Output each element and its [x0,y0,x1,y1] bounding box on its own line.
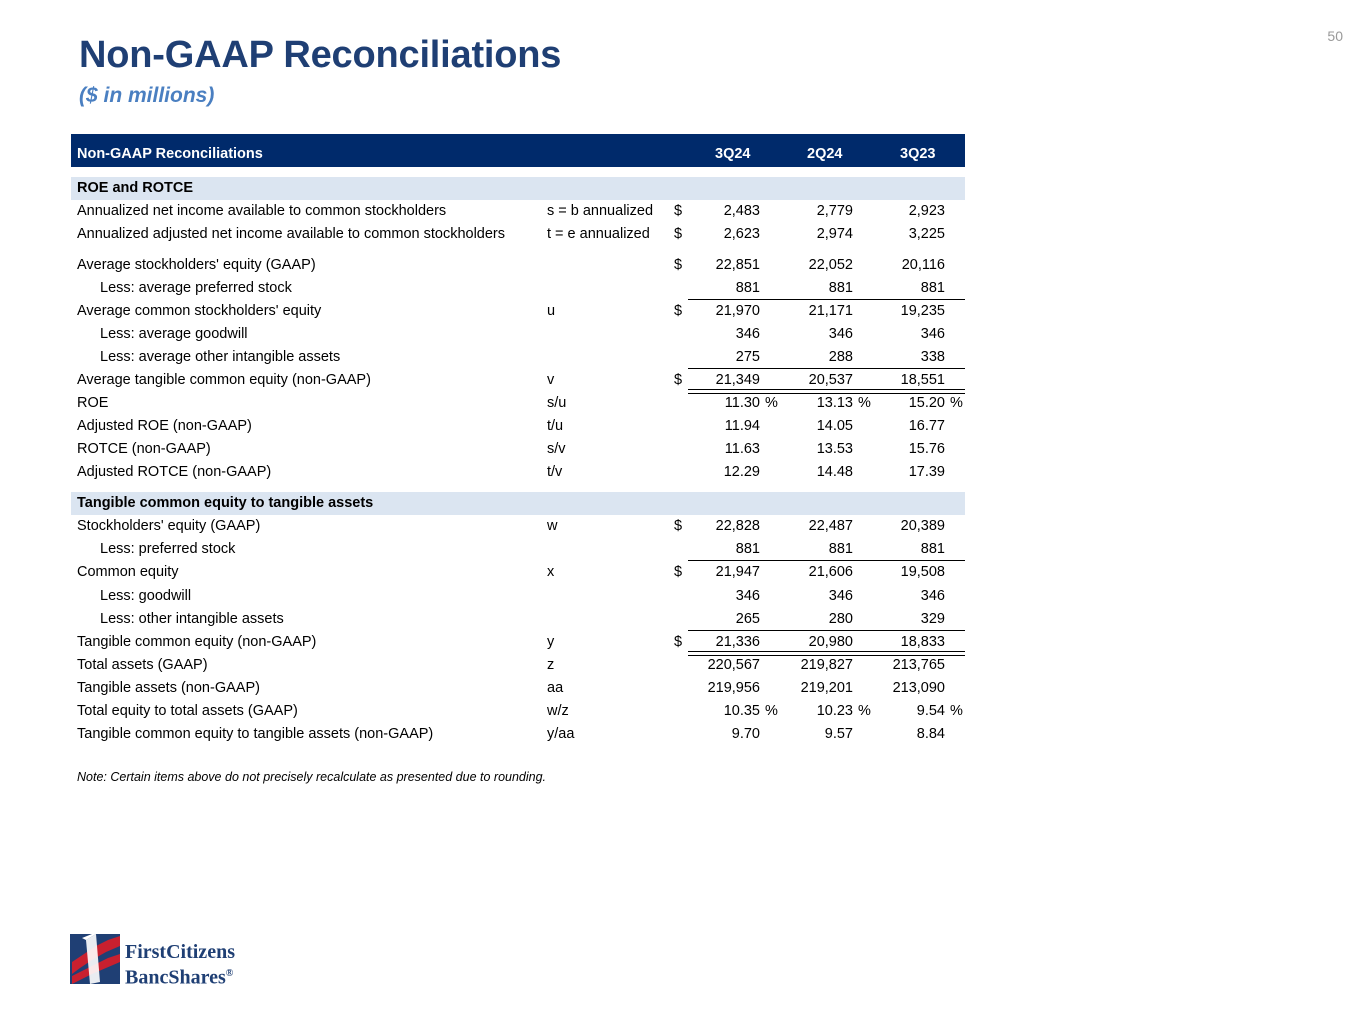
row-label: Average stockholders' equity (GAAP) [77,257,316,273]
value-3q24: 21,947 [715,564,760,580]
table-row [71,200,965,223]
value-3q23: 213,765 [892,657,945,673]
value-3q24: 11.94 [724,418,760,434]
row-label: ROTCE (non-GAAP) [77,441,211,457]
row-formula: y/aa [547,726,575,742]
value-3q23: 17.39 [908,464,945,480]
value-3q23: 15.20 [908,395,945,411]
value-3q24: 346 [735,588,760,604]
table-header [71,134,965,167]
row-formula: t = e annualized [547,226,650,242]
company-logo [70,932,235,991]
value-3q24: 265 [735,611,760,627]
table-row [71,369,965,392]
header-2q24: 2Q24 [807,146,843,162]
value-2q24: 881 [828,541,853,557]
value-3q23: 19,508 [900,564,945,580]
table-row [71,346,965,369]
dollar-sign: $ [674,203,683,219]
percent-sign: % [858,703,871,719]
value-3q23: 213,090 [892,680,945,696]
value-3q23: 18,551 [900,372,945,388]
row-label: Less: average other intangible assets [100,349,341,365]
value-2q24: 22,052 [808,257,853,273]
table-row [71,323,965,346]
row-label: Tangible common equity to tangible assets (non-GAAP) [77,726,434,742]
row-label: Less: preferred stock [100,541,236,557]
row-label: Common equity [77,564,179,580]
value-2q24: 2,974 [816,226,853,242]
value-3q23: 346 [920,588,945,604]
row-formula: z [547,657,555,673]
value-3q23: 20,389 [900,518,945,534]
table-row [71,584,965,608]
row-label: Total assets (GAAP) [77,657,208,673]
section-label: Tangible common equity to tangible assets [77,495,374,511]
value-3q24: 346 [735,326,760,342]
value-3q23: 3,225 [908,226,945,242]
value-3q23: 881 [920,280,945,296]
row-label: Tangible assets (non-GAAP) [77,680,260,696]
value-2q24: 21,171 [808,303,853,319]
value-3q23: 15.76 [908,441,945,457]
value-2q24: 20,980 [808,634,853,650]
value-3q24: 22,828 [715,518,760,534]
section-tangible-equity [71,492,965,515]
row-formula: t/v [547,464,563,480]
row-label: ROE [77,395,109,411]
value-3q23: 346 [920,326,945,342]
value-2q24: 881 [828,280,853,296]
percent-sign: % [950,395,963,411]
dollar-sign: $ [674,303,683,319]
section-roe-rotce [71,177,965,200]
registered-mark: ® [225,968,234,979]
value-2q24: 2,779 [816,203,853,219]
table-row [71,677,965,700]
dollar-sign: $ [674,372,683,388]
row-formula: s = b annualized [547,203,654,219]
row-formula: u [547,303,556,319]
dollar-sign: $ [674,634,683,650]
value-3q23: 19,235 [900,303,945,319]
logo-line-2: BancShares [125,966,226,989]
header-3q24: 3Q24 [715,146,751,162]
value-2q24: 346 [828,588,853,604]
value-2q24: 280 [828,611,853,627]
value-3q24: 21,349 [715,372,760,388]
value-3q23: 2,923 [908,203,945,219]
section-label: ROE and ROTCE [77,180,194,196]
page-subtitle: ($ in millions) [79,84,215,107]
row-label: Tangible common equity (non-GAAP) [77,634,317,650]
dollar-sign: $ [674,564,683,580]
table-row [71,223,965,246]
row-formula: t/u [547,418,564,434]
table-row [71,461,965,484]
row-formula: x [547,564,555,580]
value-3q24: 12.29 [723,464,760,480]
rounding-note: Note: Certain items above do not precisely recalculate as presented due to rounding. [77,770,547,784]
row-formula: s/u [547,395,567,411]
dollar-sign: $ [674,257,683,273]
value-2q24: 346 [828,326,853,342]
value-2q24: 13.53 [816,441,853,457]
row-label: Less: average goodwill [100,326,248,342]
row-label: Adjusted ROTCE (non-GAAP) [77,464,272,480]
row-formula: w/z [547,703,569,719]
row-label: Total equity to total assets (GAAP) [77,703,298,719]
dollar-sign: $ [674,518,683,534]
row-formula: w [547,518,558,534]
percent-sign: % [858,395,871,411]
value-2q24: 22,487 [808,518,853,534]
row-formula: aa [547,680,564,696]
reconciliation-table [71,134,965,746]
value-3q23: 20,116 [901,257,945,273]
value-3q24: 22,851 [715,257,760,273]
table-row [71,654,965,677]
percent-sign: % [765,703,778,719]
value-3q24: 2,483 [723,203,760,219]
value-3q24: 10.35 [723,703,760,719]
page-number: 50 [1327,28,1343,44]
value-3q23: 881 [920,541,945,557]
value-3q24: 275 [735,349,760,365]
row-label: Adjusted ROE (non-GAAP) [77,418,252,434]
value-3q24: 219,956 [707,680,760,696]
table-row [71,415,965,438]
value-3q23: 9.54 [916,703,945,719]
row-label: Less: other intangible assets [100,611,284,627]
value-3q24: 881 [735,541,760,557]
value-2q24: 10.23 [816,703,853,719]
value-2q24: 219,827 [800,657,853,673]
row-label: Annualized net income available to common stockholders [77,203,447,219]
percent-sign: % [765,395,778,411]
row-label: Stockholders' equity (GAAP) [77,518,261,534]
value-2q24: 21,606 [808,564,853,580]
table-row [71,700,965,723]
table-row [71,538,965,561]
header-label: Non-GAAP Reconciliations [77,146,263,162]
value-3q24: 220,567 [707,657,760,673]
value-3q24: 21,970 [715,303,760,319]
logo-line-1: FirstCitizens [125,941,235,963]
value-2q24: 14.05 [816,418,853,434]
row-label: Less: average preferred stock [100,280,292,296]
table-row [71,277,965,300]
value-2q24: 288 [828,349,853,365]
value-3q24: 2,623 [723,226,760,242]
row-label: Average tangible common equity (non-GAAP) [77,372,371,388]
value-3q23: 18,833 [900,634,945,650]
value-2q24: 14.48 [816,464,853,480]
value-2q24: 219,201 [800,680,853,696]
value-3q24: 21,336 [715,634,760,650]
page-title: Non-GAAP Reconciliations [79,34,562,76]
value-3q24: 11.63 [724,441,760,457]
header-3q23: 3Q23 [900,146,936,162]
table-row [71,515,965,538]
dollar-sign: $ [674,226,683,242]
flag-logo-icon [70,932,122,986]
table-row [71,608,965,631]
percent-sign: % [950,703,963,719]
row-label: Average common stockholders' equity [77,303,322,319]
value-2q24: 20,537 [808,372,853,388]
table-row [71,631,965,654]
value-3q23: 338 [920,349,945,365]
row-label: Less: goodwill [100,588,192,604]
table-row [71,723,965,746]
value-3q23: 329 [920,611,945,627]
row-label: Annualized adjusted net income available to common stockholders [77,226,505,242]
table-row [71,254,965,277]
value-3q23: 8.84 [916,726,945,742]
row-formula: s/v [547,441,566,457]
table-row [71,438,965,461]
value-3q24: 11.30 [724,395,760,411]
table-row [71,561,965,584]
value-2q24: 9.57 [824,726,853,742]
value-3q23: 16.77 [908,418,945,434]
row-formula: v [547,372,555,388]
table-row [71,300,965,323]
value-3q24: 9.70 [731,726,760,742]
row-formula: y [547,634,555,650]
value-3q24: 881 [735,280,760,296]
table-row [71,392,965,415]
value-2q24: 13.13 [816,395,853,411]
